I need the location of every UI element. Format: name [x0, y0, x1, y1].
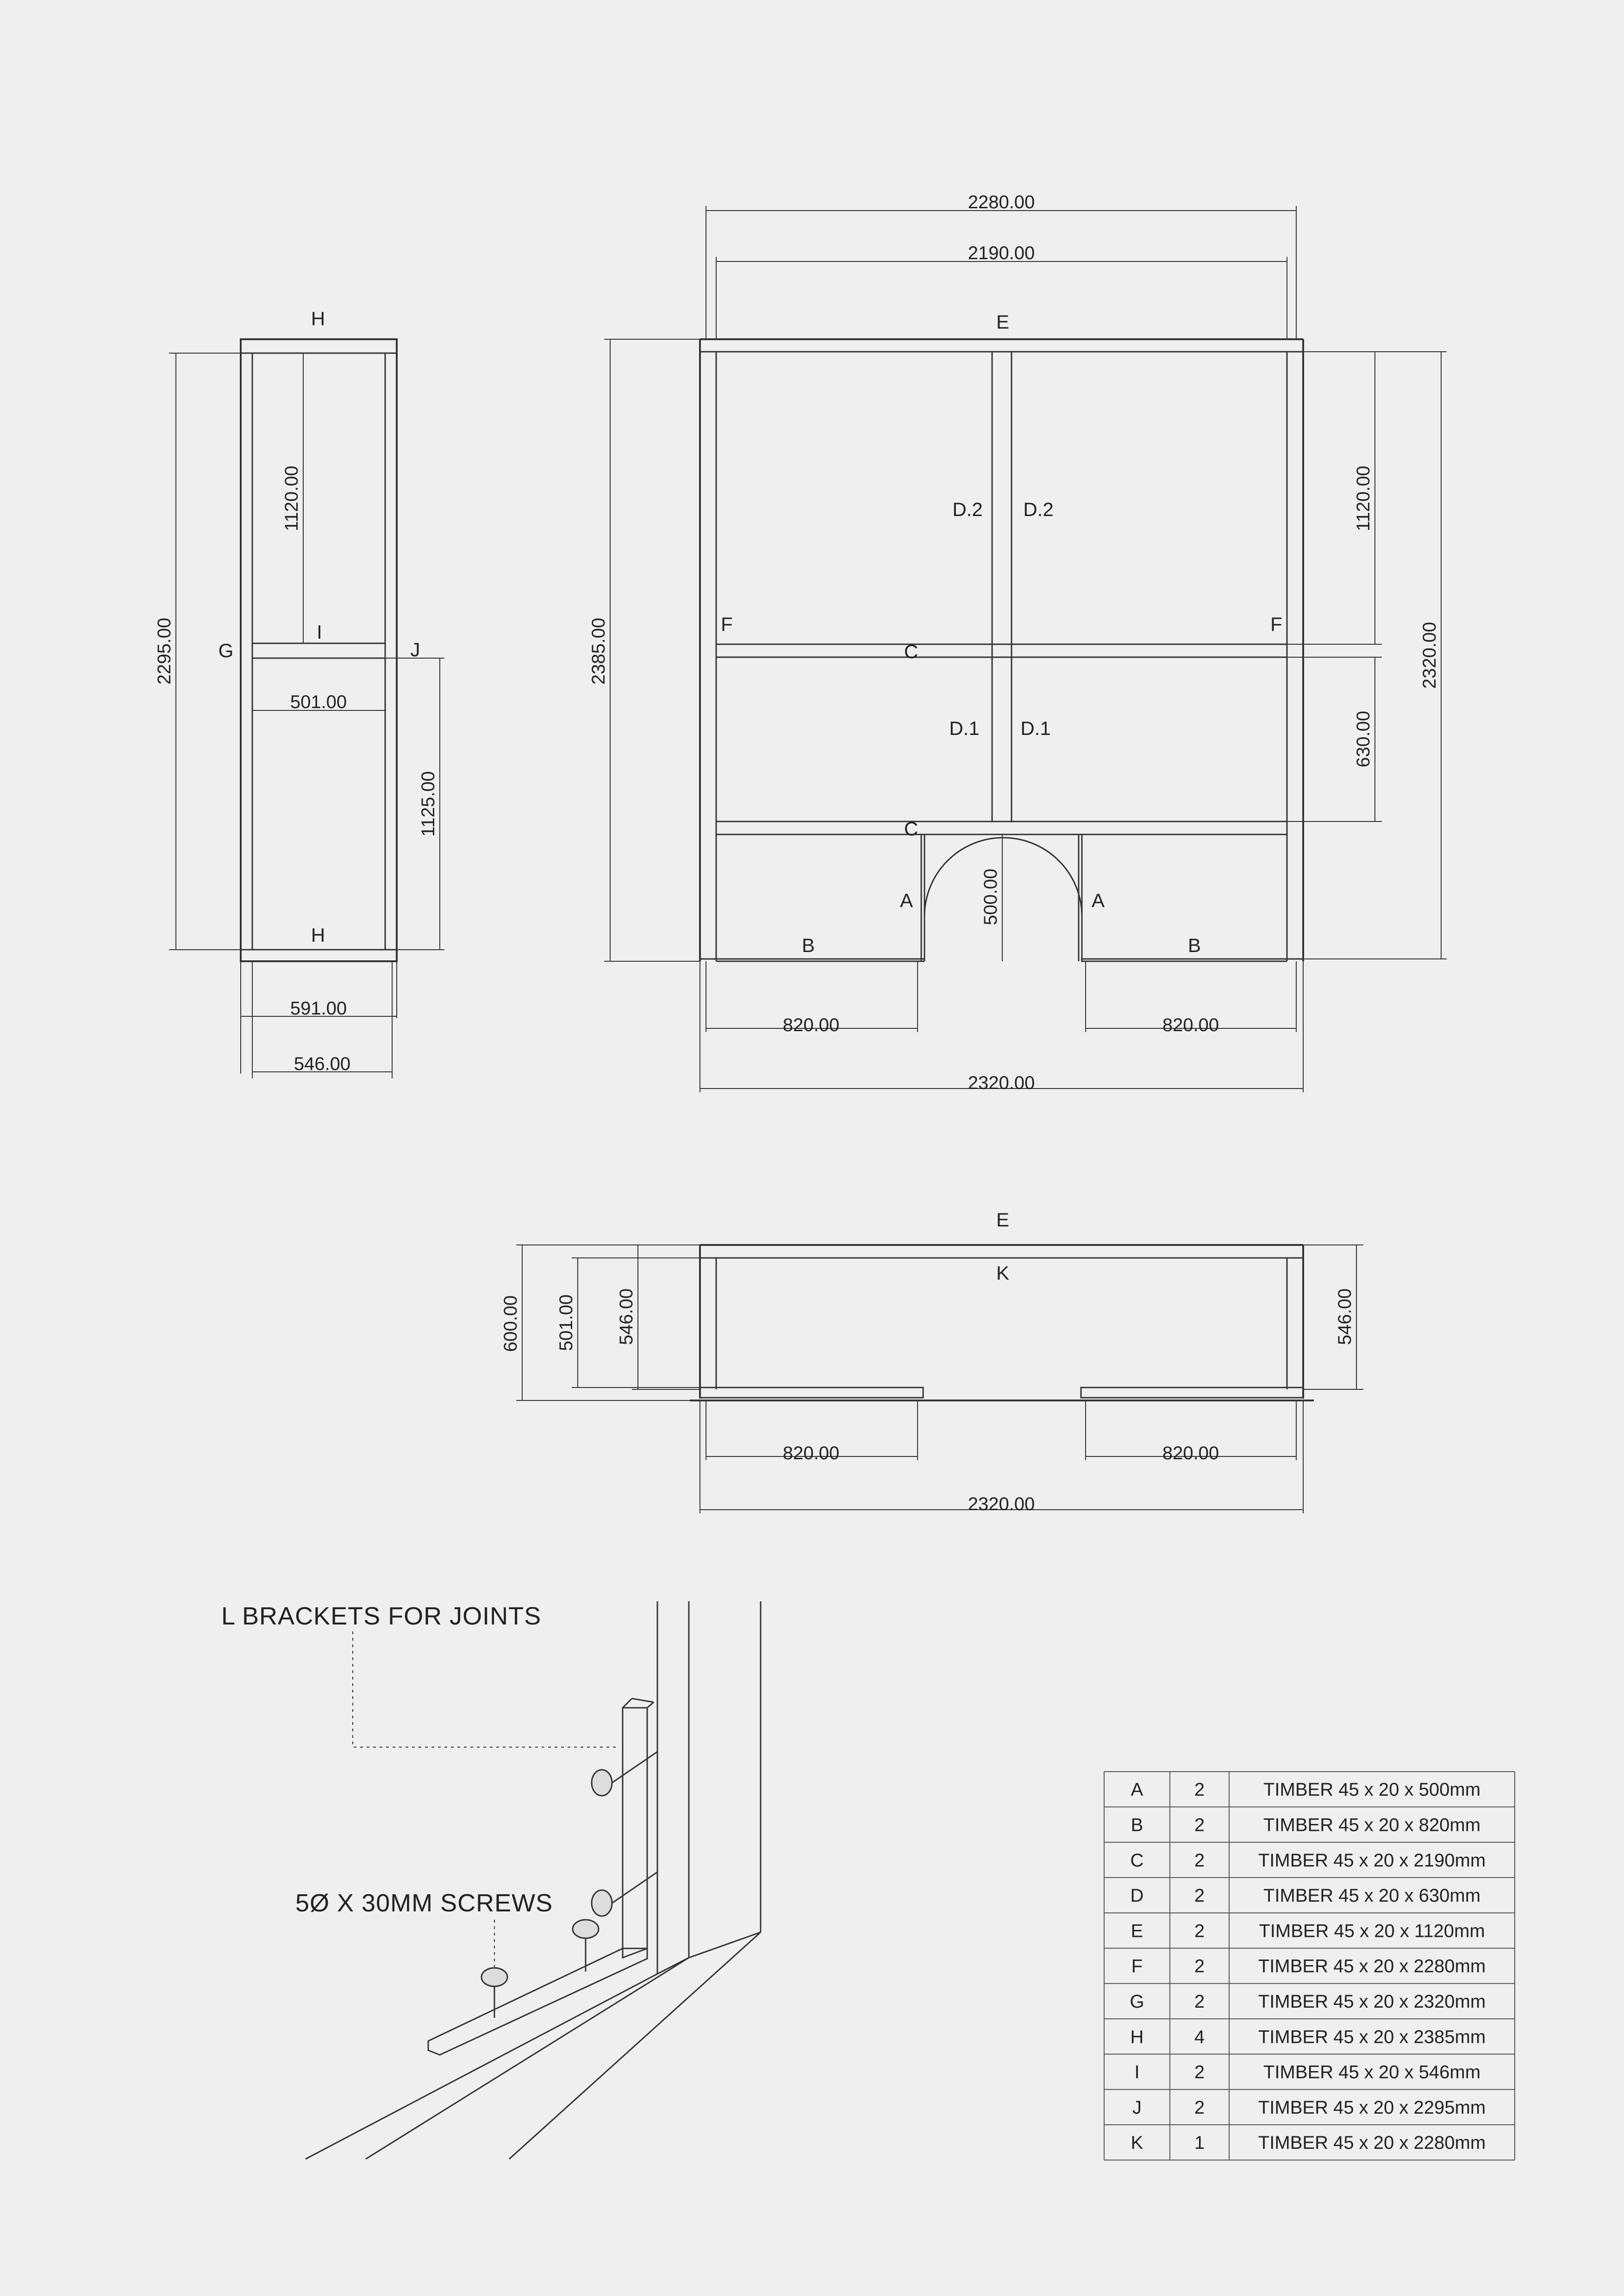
- front-label-d1-right: D.1: [1020, 717, 1051, 739]
- front-label-f-left: F: [721, 613, 733, 635]
- cell-part: G: [1130, 1991, 1144, 2012]
- cell-part: I: [1134, 2062, 1140, 2083]
- side-label-bottom: H: [311, 924, 325, 946]
- side-dim-height: 2295.00: [154, 617, 175, 685]
- front-dim-outer-width: 2280.00: [968, 192, 1035, 212]
- front-label-f-right: F: [1270, 613, 1282, 635]
- cell-qty: 2: [1194, 2097, 1205, 2118]
- cell-description: TIMBER 45 x 20 x 2320mm: [1258, 1991, 1486, 2012]
- brackets-label: L BRACKETS FOR JOINTS: [221, 1602, 542, 1630]
- cell-qty: 4: [1194, 2027, 1205, 2047]
- bracket-detail-text: [221, 1602, 553, 1917]
- cell-description: TIMBER 45 x 20 x 2190mm: [1258, 1850, 1486, 1871]
- cell-part: B: [1131, 1815, 1143, 1836]
- front-dim-left-height: 2385.00: [588, 617, 609, 685]
- bracket-detail: [306, 1601, 761, 2159]
- table-row: [1132, 2097, 1486, 2118]
- cell-part: E: [1131, 1921, 1143, 1941]
- cell-part: A: [1131, 1780, 1143, 1800]
- cell-part: D: [1130, 1885, 1144, 1906]
- front-label-a-right: A: [1091, 890, 1105, 911]
- cut-list-table: [1104, 1772, 1515, 2160]
- table-row: [1131, 2133, 1486, 2153]
- cell-description: TIMBER 45 x 20 x 500mm: [1263, 1780, 1481, 1800]
- cell-part: J: [1132, 2097, 1142, 2118]
- side-dim-upper: 1120.00: [281, 466, 302, 531]
- top-dim-600: 600.00: [500, 1295, 521, 1352]
- top-dim-base-left: 820.00: [782, 1443, 840, 1463]
- cell-description: TIMBER 45 x 20 x 546mm: [1263, 2062, 1481, 2083]
- cell-qty: 1: [1194, 2133, 1205, 2153]
- top-view: [516, 1245, 1363, 1513]
- side-dim-outer-width: 591.00: [290, 998, 347, 1019]
- cell-description: TIMBER 45 x 20 x 630mm: [1263, 1885, 1481, 1906]
- front-dim-inner-width: 2190.00: [968, 243, 1035, 263]
- screws-label: 5Ø X 30MM SCREWS: [295, 1889, 553, 1917]
- top-dim-501: 501.00: [556, 1294, 576, 1351]
- cell-qty: 2: [1194, 1850, 1205, 1871]
- table-row: [1131, 1850, 1486, 1871]
- side-dim-lower: 1125.00: [418, 771, 438, 837]
- front-label-e: E: [996, 311, 1010, 333]
- front-label-a-left: A: [899, 890, 913, 911]
- front-dim-base-right: 820.00: [1162, 1015, 1219, 1035]
- front-dim-right-height: 2320.00: [1419, 622, 1440, 689]
- cell-qty: 2: [1194, 1815, 1205, 1836]
- top-view-text: [500, 1209, 1355, 1514]
- front-dim-upper: 1120.00: [1353, 466, 1374, 531]
- front-dim-arch: 500.00: [981, 868, 1001, 926]
- front-label-d1-left: D.1: [949, 717, 980, 739]
- side-label-i: I: [317, 621, 322, 643]
- cell-description: TIMBER 45 x 20 x 2385mm: [1258, 2027, 1486, 2047]
- cell-qty: 2: [1194, 1780, 1205, 1800]
- cell-description: TIMBER 45 x 20 x 2280mm: [1258, 2133, 1486, 2153]
- side-label-top: H: [311, 308, 325, 330]
- side-label-j: J: [410, 639, 420, 660]
- cell-qty: 2: [1194, 1991, 1205, 2012]
- cell-description: TIMBER 45 x 20 x 2295mm: [1258, 2097, 1486, 2118]
- cell-description: TIMBER 45 x 20 x 2280mm: [1258, 1956, 1486, 1977]
- top-label-k: K: [996, 1262, 1010, 1284]
- cell-qty: 2: [1194, 1921, 1205, 1941]
- table-row: [1131, 1885, 1480, 1906]
- table-row: [1130, 1991, 1486, 2012]
- side-view-text: [154, 308, 438, 1074]
- front-view: [604, 206, 1447, 1092]
- front-label-d2-left: D.2: [952, 498, 983, 520]
- side-label-g: G: [218, 640, 234, 661]
- table-row: [1131, 2027, 1486, 2047]
- front-label-b-right: B: [1187, 934, 1201, 956]
- front-label-c-low: C: [904, 818, 918, 840]
- front-label-d2-right: D.2: [1023, 498, 1054, 520]
- cell-part: C: [1130, 1850, 1144, 1871]
- front-label-c-mid: C: [904, 641, 918, 662]
- cell-part: F: [1131, 1956, 1143, 1977]
- cell-part: K: [1131, 2133, 1143, 2153]
- top-dim-546-right: 546.00: [1335, 1288, 1355, 1345]
- table-row: [1131, 1956, 1486, 1977]
- top-dim-base-right: 820.00: [1162, 1443, 1219, 1463]
- cell-description: TIMBER 45 x 20 x 820mm: [1263, 1815, 1481, 1836]
- top-dim-overall-width: 2320.00: [968, 1494, 1035, 1514]
- cell-description: TIMBER 45 x 20 x 1120mm: [1259, 1921, 1485, 1941]
- cell-qty: 2: [1194, 1956, 1205, 1977]
- table-row: [1131, 1780, 1480, 1800]
- cell-part: H: [1130, 2027, 1144, 2047]
- top-label-e: E: [996, 1209, 1010, 1231]
- front-dim-lower: 630.00: [1353, 710, 1374, 768]
- front-label-b-left: B: [801, 934, 815, 956]
- front-dim-overall-width: 2320.00: [968, 1073, 1035, 1093]
- table-row: [1131, 1921, 1485, 1941]
- front-dim-base-left: 820.00: [782, 1015, 840, 1035]
- side-dim-inner-width: 501.00: [290, 692, 347, 712]
- table-row: [1134, 2062, 1480, 2083]
- cell-qty: 2: [1194, 1885, 1205, 1906]
- top-dim-546-left: 546.00: [616, 1288, 637, 1345]
- cell-qty: 2: [1194, 2062, 1205, 2083]
- table-row: [1131, 1815, 1480, 1835]
- side-dim-base-width: 546.00: [294, 1054, 351, 1074]
